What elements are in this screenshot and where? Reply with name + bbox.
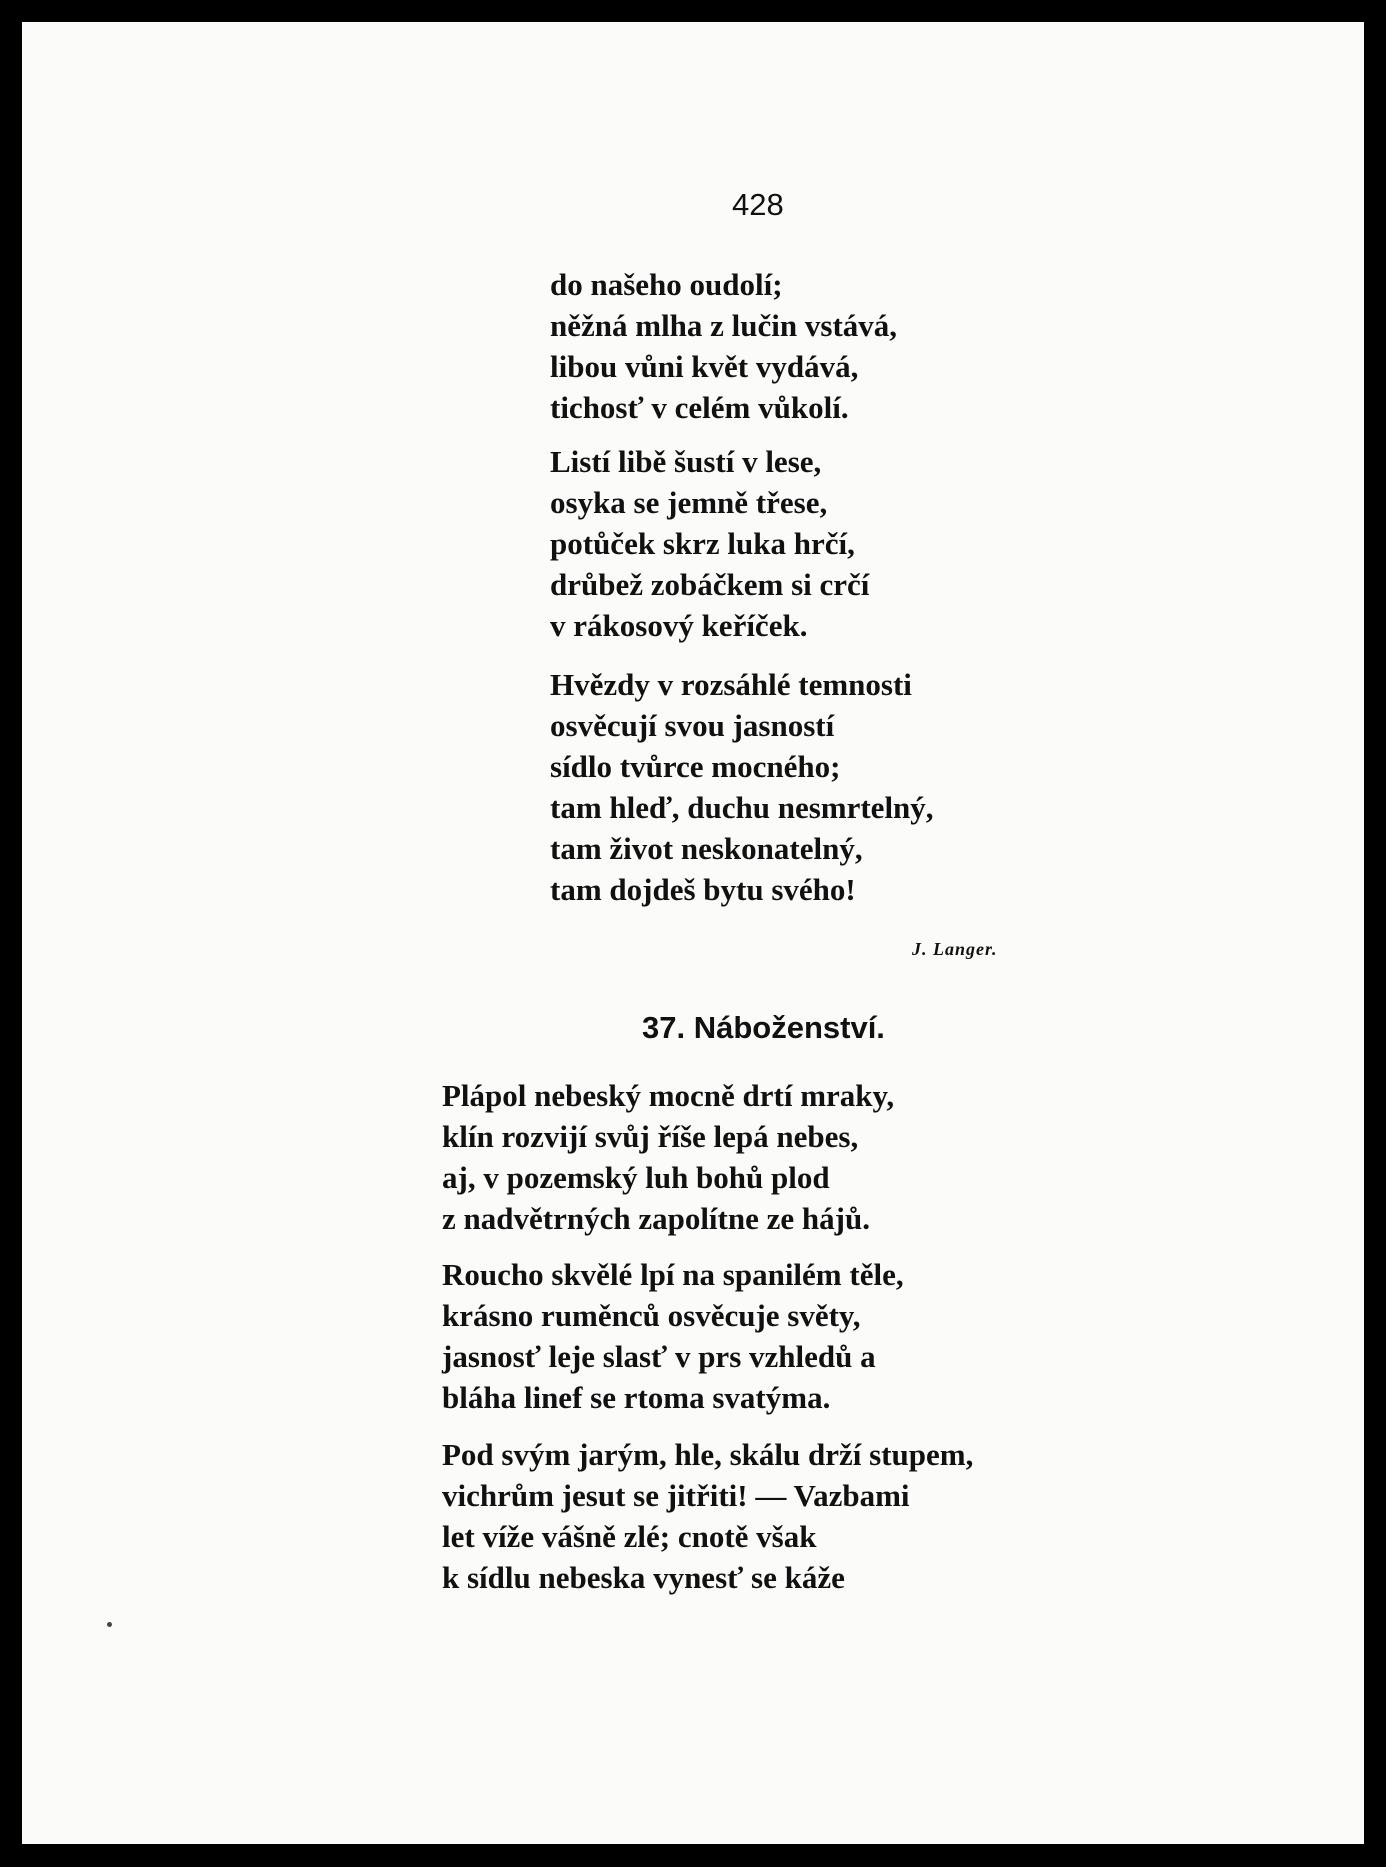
poem-line: vichrům jesut se jitřiti! — Vazbami xyxy=(442,1478,910,1513)
poem-line: klín rozvijí svůj říše lepá nebes, xyxy=(442,1119,859,1154)
scan-speck xyxy=(107,1622,112,1627)
poem2-stanza-1 xyxy=(442,1075,894,1239)
poem-line: libou vůni květ vydává, xyxy=(550,349,859,384)
poem-line: v rákosový keříček. xyxy=(550,608,808,643)
poem-line: let víže vášně zlé; cnotě však xyxy=(442,1519,817,1554)
poem-line: osyka se jemně třese, xyxy=(550,485,828,520)
page-number: 428 xyxy=(732,187,784,222)
poem-line: Roucho skvělé lpí na spanilém těle, xyxy=(442,1257,904,1292)
poem1-stanza-1 xyxy=(550,264,897,428)
book-page xyxy=(22,22,1364,1844)
poem-line: Listí libě šustí v lese, xyxy=(550,444,822,479)
poem-line: aj, v pozemský luh bohů plod xyxy=(442,1160,830,1195)
poem1-stanza-2 xyxy=(550,441,869,646)
poem-line: krásno ruměnců osvěcuje světy, xyxy=(442,1298,861,1333)
poem-line: drůbež zobáčkem si crčí xyxy=(550,567,870,602)
poem-line: z nadvětrných zapolítne ze hájů. xyxy=(442,1201,870,1236)
poem-line: Plápol nebeský mocně drtí mraky, xyxy=(442,1078,895,1113)
poem-line: bláha linef se rtoma svatýma. xyxy=(442,1380,831,1415)
author-signature: J. Langer. xyxy=(912,939,998,959)
poem1-stanza-3 xyxy=(550,664,934,910)
poem-line: něžná mlha z lučin vstává, xyxy=(550,308,898,343)
poem-line: Hvězdy v rozsáhlé temnosti xyxy=(550,667,912,702)
poem-line: Pod svým jarým, hle, skálu drží stupem, xyxy=(442,1437,974,1472)
poem2-stanza-2 xyxy=(442,1254,904,1418)
poem-line: jasnosť leje slasť v prs vzhledů a xyxy=(442,1339,876,1374)
poem-line: osvěcují svou jasností xyxy=(550,708,835,743)
poem-line: tichosť v celém vůkolí. xyxy=(550,390,849,425)
poem-line: tam hleď, duchu nesmrtelný, xyxy=(550,790,934,825)
poem-line: sídlo tvůrce mocného; xyxy=(550,749,841,784)
poem-heading: 37. Náboženství. xyxy=(642,1010,885,1045)
poem2-stanza-3 xyxy=(442,1434,973,1598)
poem-line: tam dojdeš bytu svého! xyxy=(550,872,856,907)
poem-line: k sídlu nebeska vynesť se káže xyxy=(442,1560,845,1595)
poem-line: potůček skrz luka hrčí, xyxy=(550,526,855,561)
poem-line: do našeho oudolí; xyxy=(550,267,783,302)
poem-line: tam život neskonatelný, xyxy=(550,831,863,866)
